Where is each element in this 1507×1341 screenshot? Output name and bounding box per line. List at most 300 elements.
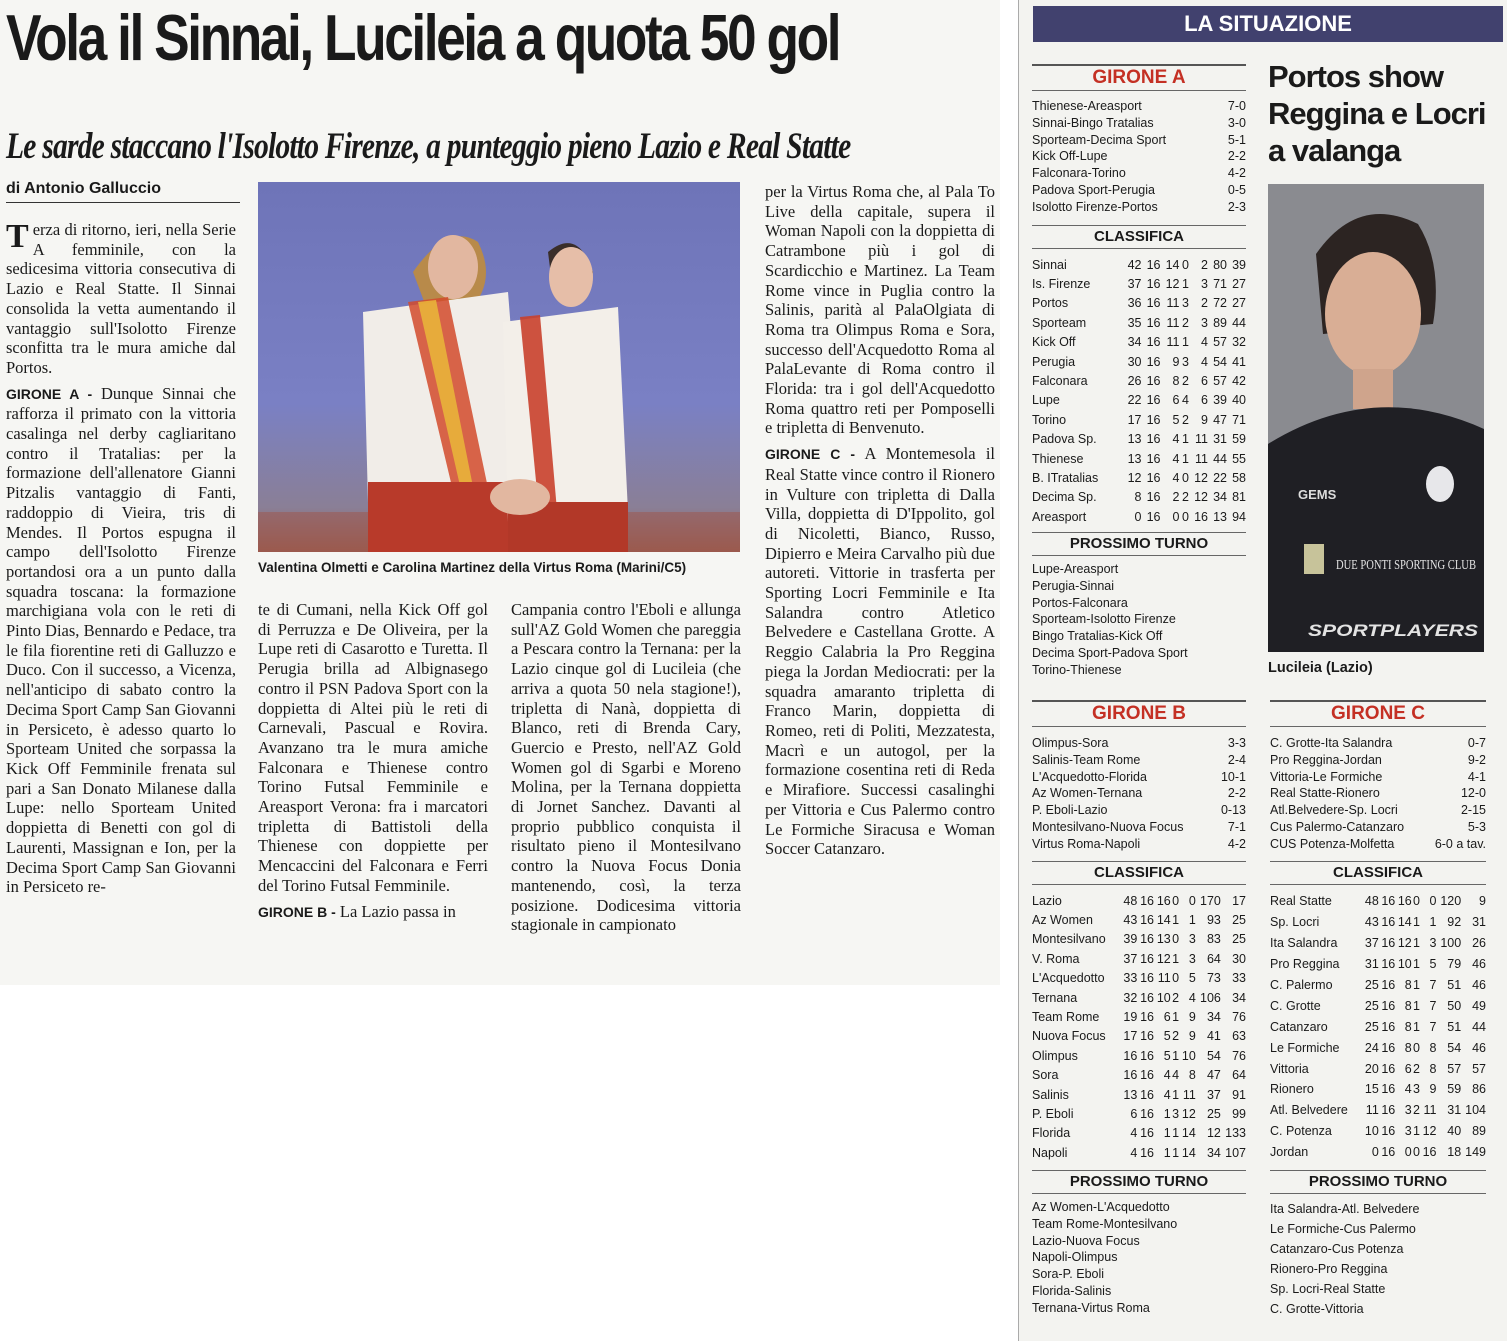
article-column-2 (258, 600, 488, 980)
stat-cell: 120 (1440, 894, 1462, 909)
stat-cell: 12 (1127, 470, 1142, 485)
next-match: Florida-Salinis (1032, 1283, 1112, 1298)
stat-cell: 6 (1163, 1010, 1171, 1025)
stat-cell: 2 (1182, 490, 1189, 505)
stat-cell: 16 (1140, 1048, 1154, 1063)
stat-cell: 16 (1140, 971, 1154, 986)
stat-cell: 26 (1127, 374, 1142, 389)
stat-cell: 54 (1213, 354, 1227, 369)
next-match: Rionero-Pro Reggina (1270, 1262, 1388, 1276)
result-row (1032, 769, 1246, 786)
team-name: Sporteam (1032, 315, 1087, 330)
stat-cell: 16 (1140, 1106, 1154, 1121)
standings-row (1270, 975, 1486, 996)
stat-cell: 10 (1181, 1048, 1196, 1063)
paragraph-girone-a: GIRONE A - Dunque Sinnai che rafforza il primato con la vittoria casalinga nel derby cagliaritano contro il Tratalias: per la formazione dell'allenatore Gianni Pitzalis vantaggio di Fanti, raddoppio di Vieira, tris di Mendes. Il Portos espugna il campo dell'Isolotto Firenze portandosi ora a un punto dalla squadra toscana: la formazione marchigiana vola con le reti di Pinto Dias, Bennardo e Pedace, tra le fila fiorentine reti di Galluzzo e Duco. Con il successo, a Vicenza, nell'anticipo di sabato contro la Decima Sport Camp San Giovanni in Persiceto, è adesso quarto lo Sporteam United che sorpassa la Kick Off Femminile frenata sul pari a San Donato Milanese dalla Lupe: nello Sporteam United doppietta di Benetti con gol di Laurenti, Massignan e Ion, per la Decima Sport Camp San Giovanni in Persiceto re- (6, 383, 236, 897)
dropcap: T (6, 218, 29, 255)
stat-cell: 14 (1156, 913, 1171, 928)
match-name: Thienese-Areasport (1032, 99, 1142, 113)
stat-cell: 2 (1172, 490, 1180, 505)
team-name: Sinnai (1032, 257, 1067, 272)
stat-cell: 0 (1182, 257, 1189, 272)
team-name: Real Statte (1270, 894, 1332, 909)
stat-cell: 54 (1206, 1048, 1221, 1063)
team-name: Florida (1032, 1126, 1071, 1141)
next-match: Bingo Tratalias-Kick Off (1032, 629, 1163, 644)
team-name: L'Acquedotto (1032, 971, 1105, 986)
stat-cell: 1 (1172, 1126, 1180, 1141)
stat-cell: 20 (1364, 1061, 1379, 1076)
standings-row (1270, 1100, 1486, 1121)
stat-cell: 57 (1213, 374, 1227, 389)
stat-cell: 0 (1429, 894, 1437, 909)
stat-cell: 1 (1413, 978, 1420, 992)
stat-cell: 16 (1381, 936, 1396, 951)
stat-cell: 39 (1123, 932, 1138, 947)
stat-cell: 11 (1195, 451, 1208, 466)
stat-cell: 16 (1146, 412, 1161, 427)
stat-cell: 16 (1381, 1103, 1396, 1118)
stat-cell: 11 (1166, 335, 1180, 350)
stat-cell: 22 (1127, 393, 1142, 408)
match-score: 12-0 (1460, 786, 1486, 801)
stat-cell: 12 (1181, 1106, 1196, 1121)
stat-cell: 11 (1166, 315, 1180, 330)
team-name: C. Grotte (1270, 998, 1321, 1013)
match-score: 2-4 (1227, 752, 1246, 767)
result-row (1032, 836, 1246, 853)
stat-cell: 49 (1472, 998, 1486, 1013)
next-match: Sp. Locri-Real Statte (1270, 1282, 1386, 1296)
match-name: Sinnai-Bingo Tratalias (1032, 115, 1154, 130)
stat-cell: 1 (1413, 998, 1420, 1013)
stat-cell: 57 (1472, 1061, 1486, 1076)
match-score: 0-5 (1227, 182, 1246, 197)
stat-cell: 16 (1140, 1126, 1154, 1141)
team-name: Rionero (1270, 1082, 1314, 1097)
stat-cell: 2 (1172, 1029, 1180, 1044)
stat-cell: 16 (1146, 374, 1161, 389)
next-match: Le Formiche-Cus Palermo (1270, 1222, 1416, 1236)
match-score: 4-2 (1227, 166, 1246, 181)
stat-cell: 81 (1232, 490, 1246, 505)
stat-cell: 15 (1364, 1082, 1379, 1097)
next-match: Team Rome-Montesilvano (1032, 1216, 1178, 1231)
stat-cell: 3 (1413, 1082, 1420, 1097)
stat-cell: 3 (1188, 951, 1196, 966)
stat-cell: 27 (1232, 277, 1246, 292)
result-row (1270, 785, 1486, 802)
stat-cell: 3 (1201, 277, 1208, 292)
team-name: Napoli (1032, 1145, 1068, 1160)
stat-cell: 17 (1232, 893, 1246, 908)
stat-cell: 31 (1447, 1103, 1462, 1118)
match-name: P. Eboli-Lazio (1032, 803, 1108, 818)
stat-cell: 16 (1146, 451, 1161, 466)
stat-cell: 73 (1206, 971, 1221, 986)
standings-table (1032, 255, 1246, 526)
stat-cell: 31 (1472, 915, 1486, 930)
stat-cell: 4 (1172, 432, 1180, 447)
team-name: Vittoria (1270, 1061, 1309, 1076)
stat-cell: 86 (1472, 1082, 1486, 1097)
girone-b-prossimo-heading: PROSSIMO TURNO (1032, 1170, 1246, 1194)
stat-cell: 13 (1213, 509, 1227, 524)
stat-cell: 31 (1364, 957, 1379, 972)
stat-cell: 3 (1429, 936, 1437, 951)
match-name: Vittoria-Le Formiche (1270, 769, 1383, 784)
stat-cell: 37 (1364, 936, 1379, 951)
standings-row (1032, 1085, 1246, 1104)
stat-cell: 31 (1213, 432, 1227, 447)
stat-cell: 11 (1365, 1103, 1379, 1118)
stat-cell: 8 (1404, 1019, 1412, 1034)
stat-cell: 0 (1172, 509, 1180, 524)
stat-cell: 5 (1429, 957, 1437, 972)
stat-cell: 13 (1156, 932, 1171, 947)
team-name: Salinis (1032, 1087, 1069, 1102)
stat-cell: 4 (1172, 1068, 1180, 1083)
standings-row (1032, 255, 1246, 274)
match-score: 4-1 (1467, 769, 1486, 784)
stat-cell: 16 (1146, 335, 1161, 350)
article-column-1 (6, 220, 236, 980)
stat-cell: 9 (1479, 894, 1486, 909)
article (0, 0, 1000, 985)
girone-c-results (1270, 735, 1486, 853)
stat-cell: 34 (1127, 335, 1142, 350)
team-name: B. ITratalias (1032, 470, 1099, 485)
standings-row (1270, 954, 1486, 975)
stat-cell: 16 (1146, 470, 1161, 485)
stat-cell: 0 (1188, 893, 1196, 908)
stat-cell: 1 (1172, 951, 1180, 966)
stat-cell: 25 (1364, 998, 1379, 1013)
team-name: Olimpus (1032, 1048, 1078, 1063)
stat-cell: 4 (1182, 393, 1189, 408)
stat-cell: 47 (1213, 412, 1227, 427)
stat-cell: 24 (1364, 1040, 1379, 1055)
match-score: 3-3 (1227, 736, 1246, 750)
stat-cell: 55 (1232, 451, 1246, 466)
stat-cell: 8 (1134, 490, 1142, 505)
stat-cell: 0 (1413, 1040, 1420, 1055)
stat-cell: 0 (1134, 509, 1142, 524)
sidebar-title: LA SITUAZIONE (1033, 6, 1503, 42)
stat-cell: 99 (1232, 1106, 1246, 1121)
stat-cell: 34 (1232, 990, 1246, 1005)
match-score: 5-3 (1467, 819, 1486, 834)
stat-cell: 7 (1429, 978, 1437, 992)
stat-cell: 4 (1163, 1087, 1171, 1102)
stat-cell: 1 (1163, 1106, 1171, 1121)
next-match: Az Women-L'Acquedotto (1032, 1200, 1170, 1214)
stat-cell: 9 (1201, 412, 1208, 427)
stat-cell: 0 (1182, 470, 1189, 485)
team-name: Sora (1032, 1068, 1059, 1083)
standings-row (1032, 294, 1246, 313)
stat-cell: 16 (1381, 1082, 1396, 1097)
next-match: Catanzaro-Cus Potenza (1270, 1242, 1404, 1256)
stat-cell: 16 (1140, 913, 1154, 928)
team-name: Thienese (1032, 451, 1084, 466)
team-name: Atl. Belvedere (1270, 1103, 1348, 1118)
stat-cell: 10 (1156, 990, 1171, 1005)
stat-cell: 2 (1201, 257, 1208, 272)
standings-row (1032, 313, 1246, 332)
stat-cell: 16 (1146, 257, 1161, 272)
stat-cell: 12 (1422, 1124, 1437, 1139)
stat-cell: 107 (1225, 1145, 1246, 1160)
team-name: C. Palermo (1270, 978, 1333, 992)
stat-cell: 30 (1232, 951, 1246, 966)
stat-cell: 37 (1123, 951, 1138, 966)
paragraph-girone-b-cont: Campania contro l'Eboli e allunga sull'AZ Gold Women che pareggia a Pescara contro la Ternana: per la Lazio cinque gol di Lucileia (che arriva a quota 50 nela stagione!), tripletta di Nanà, doppietta di Blanco, reti di Brenda Cary, Guercio e Presto, nell'AZ Gold Women gol di Sgarbi e Moreno Molina, per la Ternana doppietta di Jornet Sanchez. Davanti al proprio pubblico conquista il risultato pieno il Montesilvano contro la Nuova Focus Donia mantenendo, così, la terza posizione. Dodicesima vittoria stagionale in campionato (511, 600, 741, 935)
stat-cell: 9 (1188, 1029, 1196, 1044)
standings-row (1032, 449, 1246, 468)
stat-cell: 42 (1127, 257, 1142, 272)
standings-row (1032, 1124, 1246, 1143)
match-score: 7-1 (1227, 819, 1246, 834)
stat-cell: 25 (1364, 978, 1379, 992)
stat-cell: 72 (1213, 296, 1227, 311)
next-match: Napoli-Olimpus (1032, 1250, 1118, 1265)
match-score: 5-1 (1227, 132, 1246, 147)
stat-cell: 33 (1123, 971, 1138, 986)
section-lead-girone-b: GIRONE B - (258, 903, 336, 920)
girone-c-next-matches (1270, 1199, 1486, 1319)
stat-cell: 91 (1232, 1087, 1246, 1102)
stat-cell: 4 (1172, 451, 1180, 466)
stat-cell: 40 (1232, 393, 1246, 408)
match-name: Cus Palermo-Catanzaro (1270, 819, 1405, 834)
stat-cell: 32 (1232, 335, 1246, 350)
stat-cell: 1 (1413, 915, 1420, 930)
stat-cell: 30 (1127, 354, 1142, 369)
standings-row (1032, 1143, 1246, 1162)
stat-cell: 16 (1140, 1029, 1154, 1044)
stat-cell: 16 (1140, 932, 1154, 947)
stat-cell: 170 (1200, 893, 1221, 908)
stat-cell: 11 (1423, 1103, 1437, 1118)
next-match: Sora-P. Eboli (1032, 1267, 1105, 1282)
stat-cell: 11 (1166, 296, 1180, 311)
result-row (1032, 132, 1246, 149)
stat-cell: 3 (1182, 296, 1189, 311)
standings-row (1032, 410, 1246, 429)
stat-cell: 16 (1381, 1040, 1396, 1055)
stat-cell: 47 (1206, 1068, 1221, 1083)
stat-cell: 6 (1201, 393, 1208, 408)
stat-cell: 54 (1447, 1040, 1462, 1055)
photo-virtus-roma-players (258, 182, 740, 552)
stat-cell: 16 (1381, 1061, 1396, 1076)
standings-row (1270, 1037, 1486, 1058)
next-match: Lupe-Areasport (1032, 562, 1119, 576)
girone-c-prossimo-heading: PROSSIMO TURNO (1270, 1170, 1486, 1194)
stat-cell: 100 (1440, 936, 1462, 951)
stat-cell: 0 (1413, 1145, 1420, 1160)
match-name: Virtus Roma-Napoli (1032, 836, 1141, 851)
stat-cell: 18 (1447, 1145, 1462, 1160)
stat-cell: 35 (1127, 315, 1142, 330)
stat-cell: 51 (1447, 978, 1462, 992)
stat-cell: 16 (1422, 1145, 1437, 1160)
match-name: Pro Reggina-Jordan (1270, 752, 1382, 767)
stat-cell: 3 (1182, 354, 1189, 369)
stat-cell: 1 (1172, 1048, 1180, 1063)
stat-cell: 2 (1182, 315, 1189, 330)
stat-cell: 16 (1156, 893, 1171, 908)
stat-cell: 64 (1206, 951, 1221, 966)
stat-cell: 25 (1232, 932, 1246, 947)
standings-row (1032, 371, 1246, 390)
next-match: Sporteam-Isolotto Firenze (1032, 612, 1176, 627)
stat-cell: 12 (1194, 470, 1208, 485)
stat-cell: 71 (1232, 412, 1246, 427)
match-score: 2-3 (1227, 199, 1246, 214)
stat-cell: 12 (1397, 936, 1412, 951)
stat-cell: 34 (1206, 1145, 1221, 1160)
stat-cell: 46 (1472, 978, 1486, 992)
players-illustration (258, 182, 740, 552)
stat-cell: 1 (1413, 957, 1420, 972)
stat-cell: 2 (1201, 296, 1208, 311)
stat-cell: 1 (1182, 432, 1189, 447)
stat-cell: 92 (1447, 915, 1462, 930)
stat-cell: 51 (1447, 1019, 1462, 1034)
result-row (1032, 165, 1246, 182)
stat-cell: 8 (1429, 1061, 1437, 1076)
girone-a-results (1032, 98, 1246, 216)
match-name: Olimpus-Sora (1032, 736, 1109, 750)
stat-cell: 57 (1447, 1061, 1462, 1076)
team-name: Pro Reggina (1270, 957, 1340, 972)
byline: di Antonio Galluccio (6, 180, 240, 203)
stat-cell: 2 (1413, 1061, 1420, 1076)
next-match: Torino-Thienese (1032, 662, 1122, 677)
stat-cell: 13 (1127, 432, 1142, 447)
girone-b-results (1032, 735, 1246, 853)
team-name: Kick Off (1032, 335, 1076, 350)
match-name: Falconara-Torino (1032, 166, 1126, 181)
girone-a-prossimo-heading: PROSSIMO TURNO (1032, 532, 1246, 556)
match-name: C. Grotte-Ita Salandra (1270, 736, 1393, 750)
stat-cell: 6 (1172, 393, 1180, 408)
stat-cell: 59 (1447, 1082, 1462, 1097)
stat-cell: 9 (1172, 354, 1180, 369)
result-row (1270, 802, 1486, 819)
standings-row (1270, 891, 1486, 912)
stat-cell: 1 (1172, 913, 1180, 928)
stat-cell: 5 (1163, 1048, 1171, 1063)
stat-cell: 4 (1201, 335, 1208, 350)
standings-row (1032, 969, 1246, 988)
stat-cell: 27 (1232, 296, 1246, 311)
standings-row (1032, 488, 1246, 507)
stat-cell: 0 (1404, 1145, 1412, 1160)
stat-cell: 7 (1429, 998, 1437, 1013)
stat-cell: 16 (1146, 490, 1161, 505)
jersey-sponsor-text: SPORTPLAYERS (1308, 621, 1479, 640)
stat-cell: 33 (1232, 971, 1246, 986)
stat-cell: 8 (1404, 978, 1412, 992)
standings-row (1032, 1066, 1246, 1085)
standings-row (1032, 930, 1246, 949)
stat-cell: 1 (1182, 451, 1189, 466)
team-name: Areasport (1032, 509, 1087, 524)
stat-cell: 1 (1188, 913, 1196, 928)
result-row (1032, 785, 1246, 802)
match-name: Salinis-Team Rome (1032, 752, 1141, 767)
stat-cell: 83 (1206, 932, 1221, 947)
stat-cell: 3 (1404, 1124, 1412, 1139)
match-name: Az Women-Ternana (1032, 786, 1143, 801)
team-name: Falconara (1032, 374, 1088, 389)
stat-cell: 44 (1472, 1019, 1486, 1034)
stat-cell: 4 (1404, 1082, 1412, 1097)
next-match: Decima Sport-Padova Sport (1032, 645, 1188, 660)
girone-a-classifica-heading: CLASSIFICA (1032, 225, 1246, 249)
next-match: Ternana-Virtus Roma (1032, 1300, 1150, 1315)
stat-cell: 16 (1381, 1145, 1396, 1160)
stat-cell: 4 (1172, 470, 1180, 485)
team-name: Jordan (1270, 1145, 1309, 1160)
stat-cell: 133 (1225, 1126, 1246, 1141)
stat-cell: 16 (1146, 432, 1161, 447)
stat-cell: 1 (1413, 936, 1420, 951)
paragraph-girone-c: GIRONE C - A Montemesola il Real Statte vince contro il Rionero in Vulture con tripletta di Dalla Villa, doppietta di D'Ippolito, gol di Nicoletti, Bianco, Russo, Dipierro e Meira Carvalho più due autoreti. Vittorie in trasferta per Sporting Locri Femminile e Ita Salandra contro Atletico Belvedere e Castellana Grotte. A Reggio Calabria la Pro Reggina piega la Jordan Mediocrati: per la squadra amaranto tripletta di Franco Marin, doppietta di Romeo, reti di Politi, Mezzatesta, Macrì e un autogol, per la formazione cosentina reti di Reda e Mirafiore. Successi casalinghi per Vittoria e Cus Palermo contro Le Formiche Siracusa e Woman Soccer Catanzaro. (765, 444, 995, 859)
stat-cell: 2 (1172, 990, 1180, 1005)
girone-b-classifica-heading: CLASSIFICA (1032, 861, 1246, 885)
match-name: Sporteam-Decima Sport (1032, 132, 1167, 147)
stat-cell: 1 (1172, 1010, 1180, 1025)
stat-cell: 12 (1165, 277, 1180, 292)
stat-cell: 1 (1182, 335, 1189, 350)
stat-cell: 48 (1364, 894, 1379, 909)
stat-cell: 1 (1163, 1126, 1171, 1141)
paragraph-girone-a-cont: te di Cumani, nella Kick Off gol di Perruzza e De Oliveira, per la Lupe reti di Casarotto e Turetta. Il Perugia brilla ad Albignasego contro il PSN Padova Sport con la doppietta di Altei più le reti di Carnevali, Pascual e Rovira. Avanzano tra le mura amiche Falconara e Thienese contro Torino Futsal Femminile e Areasport Verona: fra i marcatori tripletta di Battistoli della Thienese con doppiette per Mencaccini del Falconara e Ferri del Torino Futsal Femminile. (258, 600, 488, 895)
stat-cell: 25 (1232, 913, 1246, 928)
headline: Vola il Sinnai, Lucileia a quota 50 gol (6, 1, 840, 74)
stat-cell: 89 (1213, 315, 1227, 330)
stat-cell: 57 (1213, 335, 1227, 350)
stat-cell: 14 (1397, 915, 1412, 930)
match-score: 4-2 (1227, 836, 1246, 851)
girone-a-standings (1032, 255, 1246, 526)
stat-cell: 149 (1465, 1145, 1486, 1160)
stat-cell: 7 (1429, 1019, 1437, 1034)
standings-row (1032, 910, 1246, 929)
next-match: Ita Salandra-Atl. Belvedere (1270, 1202, 1420, 1216)
stat-cell: 25 (1364, 1019, 1379, 1034)
stat-cell: 44 (1232, 315, 1246, 330)
match-name: Atl.Belvedere-Sp. Locri (1270, 803, 1398, 818)
team-name: V. Roma (1032, 951, 1080, 966)
stat-cell: 0 (1172, 893, 1180, 908)
stat-cell: 16 (1140, 1068, 1154, 1083)
stat-cell: 5 (1163, 1029, 1171, 1044)
stat-cell: 16 (1146, 315, 1161, 330)
side-headline: Portos show Reggina e Locri a valanga (1268, 59, 1486, 168)
standings-row (1032, 507, 1246, 526)
portrait-caption: Lucileia (Lazio) (1268, 660, 1373, 676)
result-row (1032, 819, 1246, 836)
stat-cell: 0 (1371, 1145, 1379, 1160)
stat-cell: 16 (1146, 393, 1161, 408)
standings-row (1032, 1007, 1246, 1026)
standings-row (1270, 933, 1486, 954)
